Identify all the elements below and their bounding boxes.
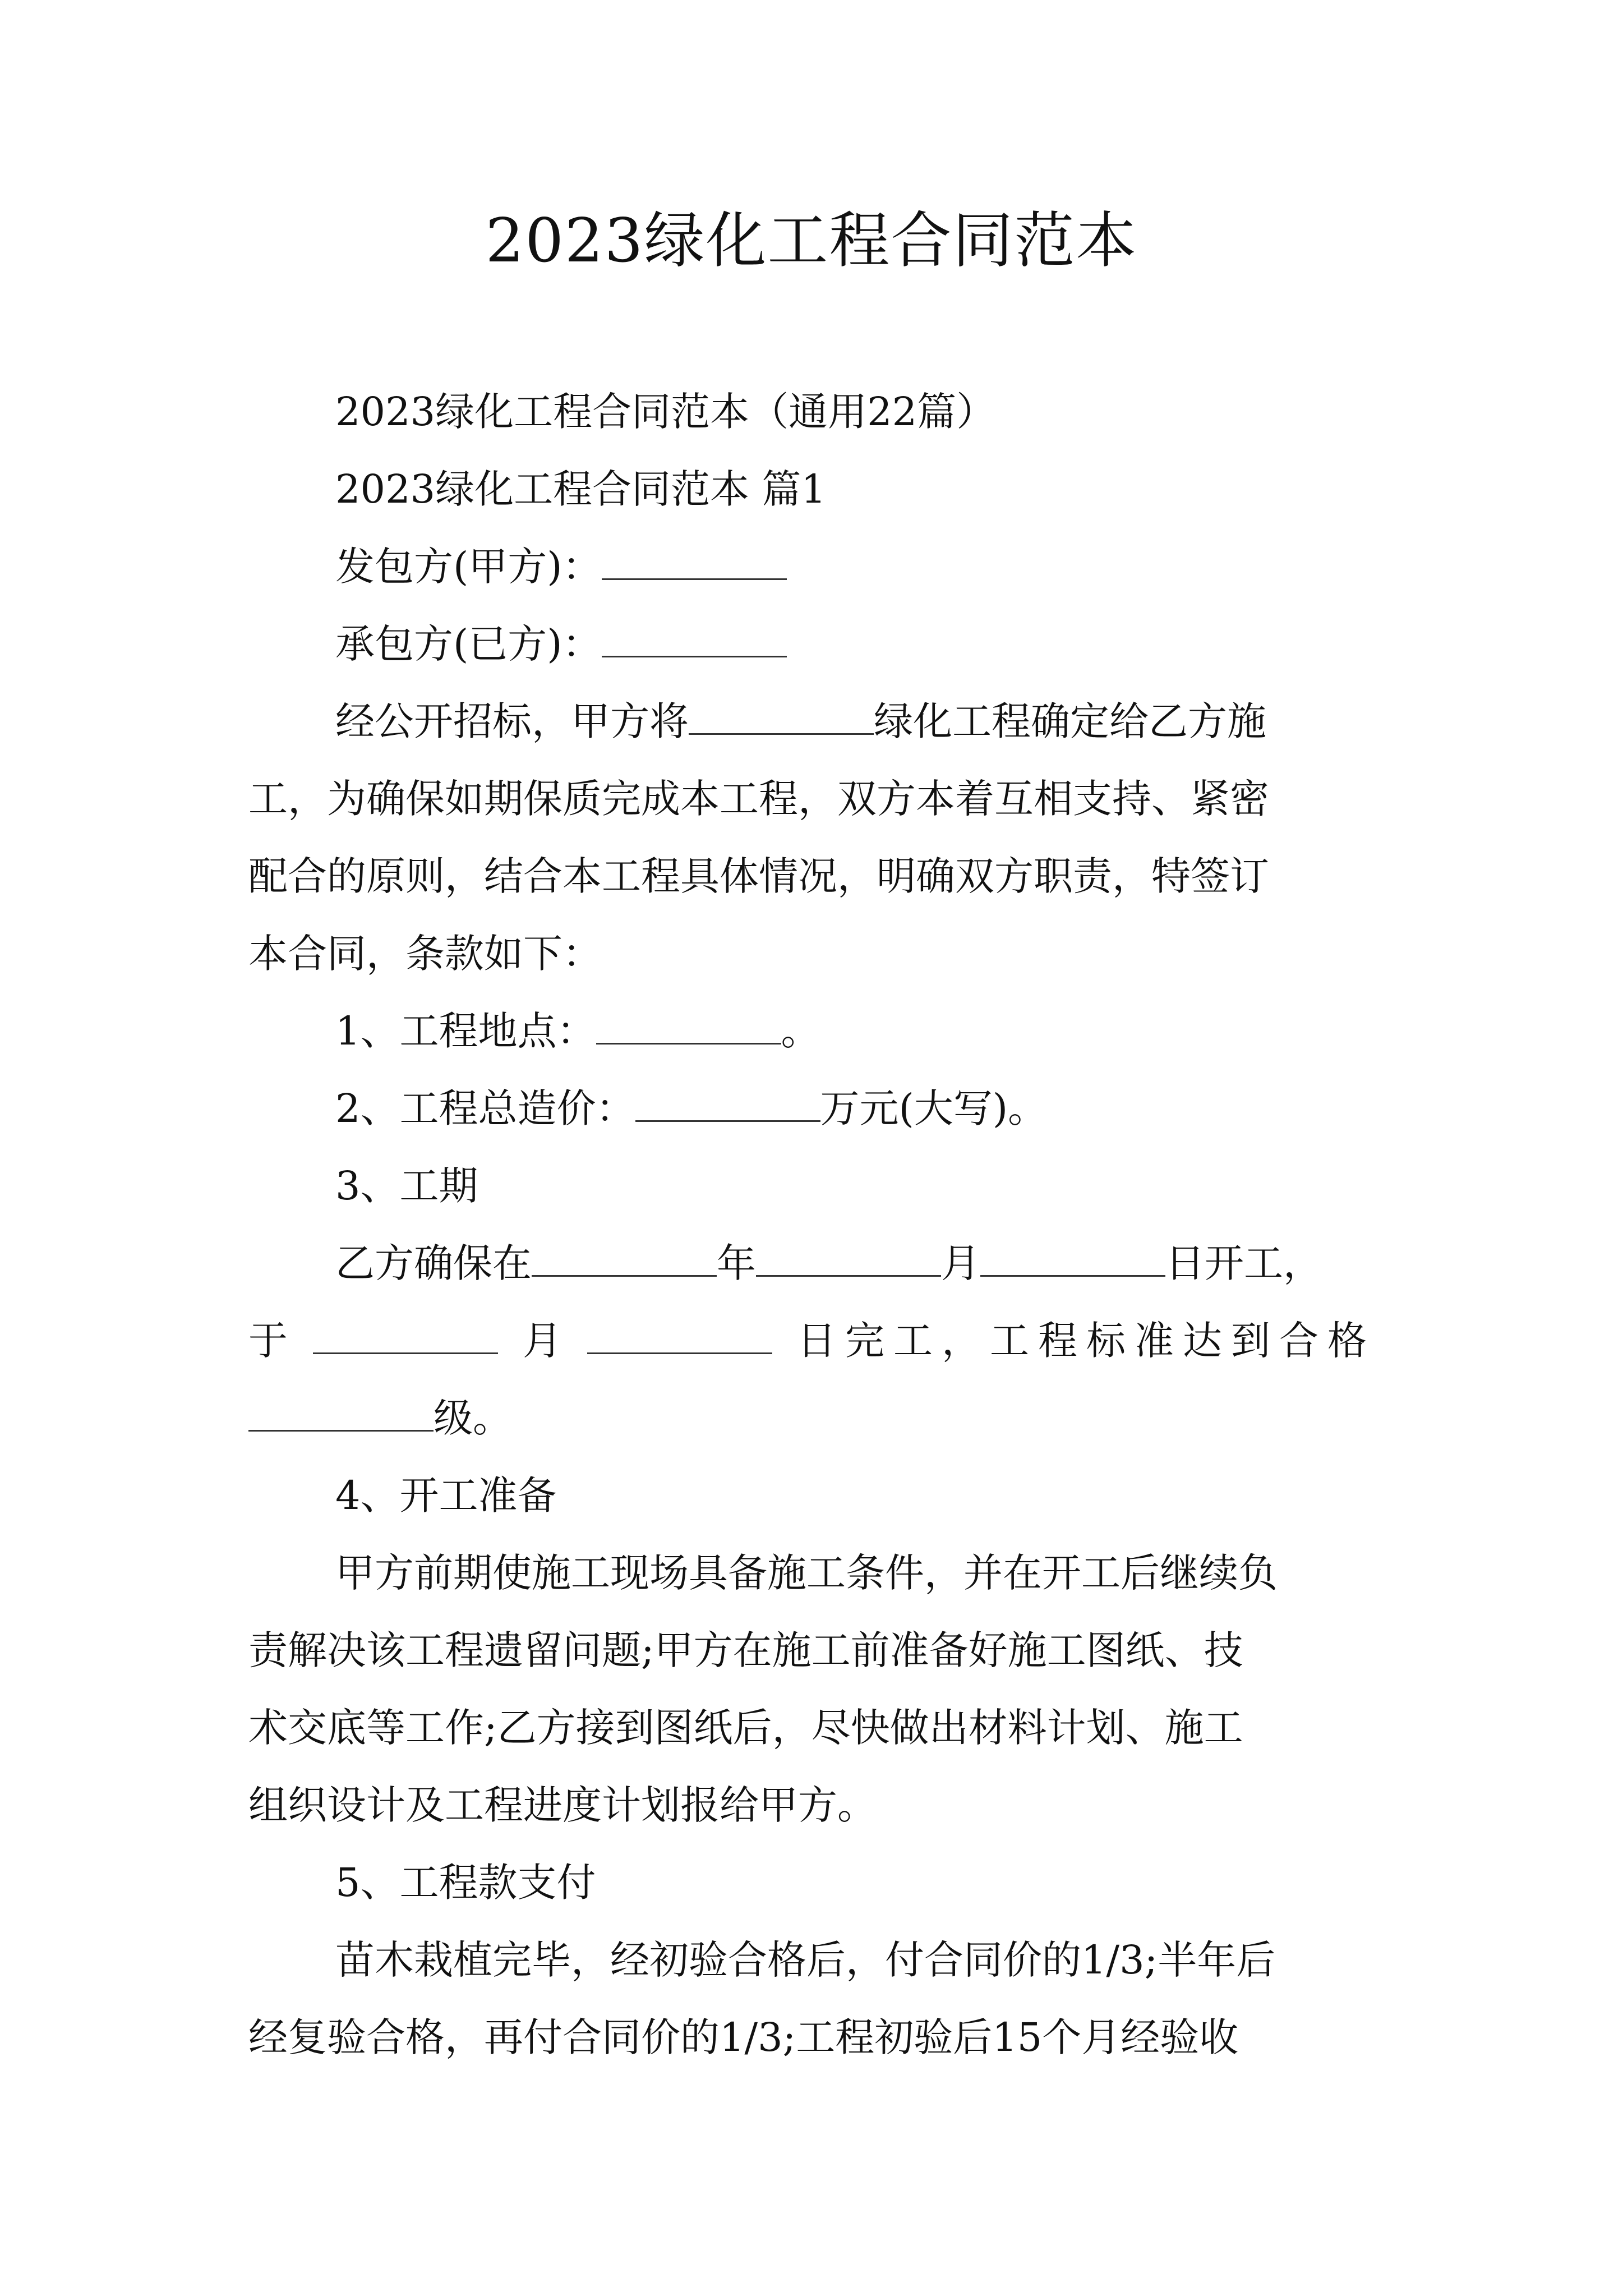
item-4-line-2: 责解决该工程遗留问题;甲方在施工前准备好施工图纸、技 xyxy=(248,1627,1243,1673)
intro-line-1 xyxy=(248,683,1387,760)
item-3-heading: 3、工期 xyxy=(335,1163,478,1209)
start-year-blank xyxy=(532,1241,717,1277)
location-blank xyxy=(596,1009,781,1045)
party-a-label: 发包方(甲方)： xyxy=(335,544,602,590)
item-4-heading: 4、开工准备 xyxy=(335,1473,557,1519)
intro-line-4: 本合同，条款如下： xyxy=(248,931,602,977)
item-2-line xyxy=(248,1070,1387,1147)
item-3-text-c: 月 xyxy=(941,1240,980,1286)
item-5-heading: 5、工程款支付 xyxy=(335,1860,596,1906)
item-3-text-d: 日开工， xyxy=(1165,1240,1322,1286)
item-3-text-f: 月 xyxy=(523,1318,562,1364)
item-5-line-1: 苗木栽植完毕，经初验合格后，付合同价的1/3;半年后 xyxy=(335,1937,1276,1983)
section-heading: 2023绿化工程合同范本 篇1 xyxy=(335,466,826,512)
intro-line-2: 工，为确保如期保质完成本工程，双方本着互相支持、紧密 xyxy=(248,776,1269,822)
item-2-label: 2、工程总造价： xyxy=(335,1085,635,1131)
end-day-blank xyxy=(587,1319,772,1354)
start-month-blank xyxy=(756,1241,941,1277)
party-b-label: 承包方(已方)： xyxy=(335,621,602,667)
start-day-blank xyxy=(980,1241,1165,1277)
item-4-line-1: 甲方前期使施工现场具备施工条件，并在开工后继续负 xyxy=(335,1550,1278,1596)
cost-blank xyxy=(635,1087,820,1122)
document-subtitle: 2023绿化工程合同范本（通用22篇） xyxy=(335,389,996,435)
item-3-line-1 xyxy=(248,1225,1387,1302)
end-month-blank xyxy=(313,1319,498,1354)
item-3-line-2 xyxy=(248,1302,1387,1379)
item-3-text-a: 乙方确保在 xyxy=(335,1240,532,1286)
item-3-text-h: 级。 xyxy=(434,1395,512,1441)
item-3-text-e: 于 xyxy=(248,1318,288,1364)
item-3-line-3 xyxy=(248,1379,1387,1457)
party-b-line xyxy=(248,605,1387,683)
document-body xyxy=(248,373,1387,2076)
item-3-text-b: 年 xyxy=(717,1240,756,1286)
item-1-suffix: 。 xyxy=(781,1008,820,1054)
document-title: 2023绿化工程合同范本 xyxy=(485,206,1138,276)
item-1-line xyxy=(248,992,1387,1070)
party-b-blank xyxy=(602,622,787,657)
item-2-suffix: 万元(大写)。 xyxy=(820,1085,1048,1131)
grade-blank xyxy=(248,1396,434,1432)
item-4-line-3: 术交底等工作;乙方接到图纸后，尽快做出材料计划、施工 xyxy=(248,1705,1243,1751)
intro-line-3: 配合的原则，结合本工程具体情况，明确双方职责，特签订 xyxy=(248,853,1269,899)
item-3-text-g: 日完工，工程标准达到合格 xyxy=(797,1318,1376,1364)
intro-text-b: 绿化工程确定给乙方施 xyxy=(874,698,1266,744)
item-4-line-4: 组织设计及工程进度计划报给甲方。 xyxy=(248,1782,877,1828)
party-a-line xyxy=(248,528,1387,605)
intro-text-a: 经公开招标，甲方将 xyxy=(335,698,689,744)
item-5-line-2: 经复验合格，再付合同价的1/3;工程初验后15个月经验收 xyxy=(248,2014,1239,2060)
project-name-blank xyxy=(689,700,874,735)
item-1-label: 1、工程地点： xyxy=(335,1008,596,1054)
party-a-blank xyxy=(602,545,787,580)
